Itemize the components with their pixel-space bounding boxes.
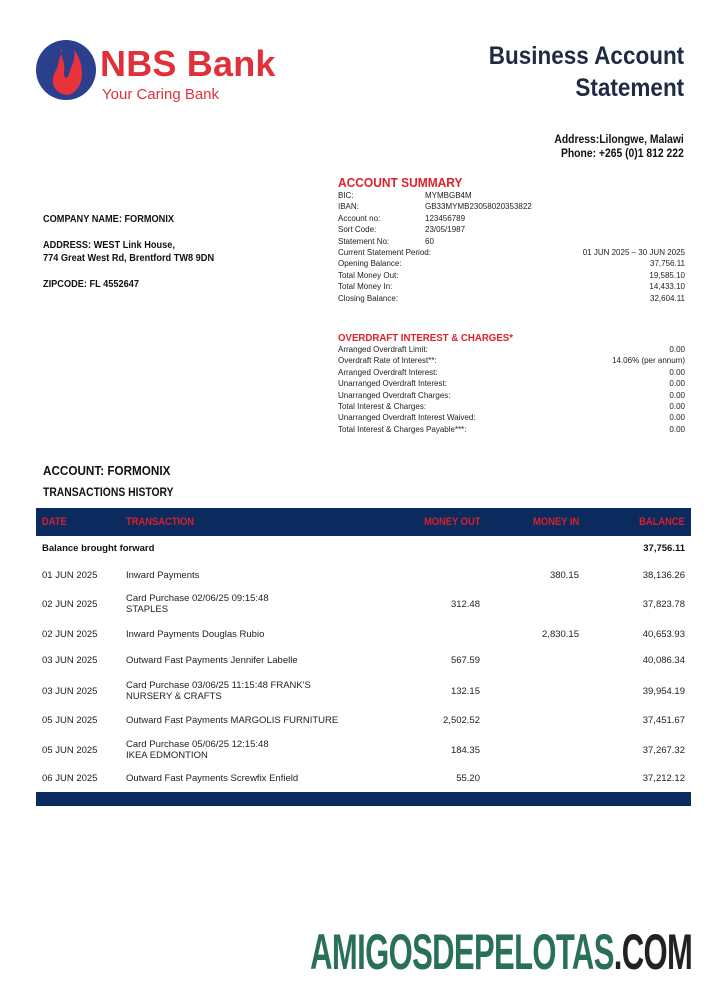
title-line-1: Business Account (488, 42, 684, 70)
summary-closing-balance: Closing Balance: 32,604.11 (338, 293, 685, 303)
row-balance: 37,212.12 (642, 773, 685, 784)
overdraft-item: Unarranged Overdraft Interest: 0.00 (338, 379, 685, 389)
account-title: ACCOUNT: FORMONIX (43, 463, 171, 478)
column-money-in: MONEY IN (532, 516, 579, 528)
bank-phone: Phone: +265 (0)1 812 222 (561, 148, 684, 160)
row-date: 06 JUN 2025 (42, 773, 98, 784)
watermark-name: AMIGOSDEPELOTAS (309, 924, 614, 980)
title-line-2: Statement (575, 74, 684, 102)
overdraft-section (338, 332, 685, 435)
summary-bic: BIC: MYMBGB4M (338, 191, 472, 200)
summary-account-no: Account no: 123456789 (338, 213, 466, 223)
overdraft-title: OVERDRAFT INTEREST & CHARGES* (338, 332, 513, 344)
company-info (43, 213, 214, 291)
company-address-line-1: ADDRESS: WEST Link House, (43, 240, 175, 251)
row-balance: 38,136.26 (642, 570, 685, 581)
row-date: 05 JUN 2025 (42, 745, 98, 756)
overdraft-item: Total Interest & Charges Payable***: 0.00 (338, 424, 685, 434)
row-balance: 40,653.93 (642, 629, 685, 640)
bank-name: NBS Bank (100, 43, 276, 84)
row-money-out: 55.20 (456, 773, 480, 784)
account-summary (338, 176, 685, 304)
flame-icon (36, 40, 96, 100)
column-date: DATE (42, 516, 67, 528)
table-row (36, 707, 691, 734)
bank-logo (36, 38, 296, 108)
table-row (36, 588, 691, 622)
overdraft-item: Unarranged Overdraft Charges: 0.00 (338, 390, 685, 400)
table-row (36, 734, 691, 766)
overdraft-item: Arranged Overdraft Limit: 0.00 (338, 345, 685, 354)
summary-sort-code: Sort Code: 23/05/1987 (338, 225, 466, 235)
row-money-in: 380.15 (549, 570, 579, 581)
bank-contact (555, 133, 684, 161)
brought-forward-balance: 37,756.11 (643, 543, 685, 554)
row-description: Card Purchase 02/06/25 09:15:48 (126, 593, 269, 604)
row-money-out: 312.48 (450, 599, 480, 610)
row-money-out: 2,502.52 (443, 715, 480, 726)
company-address-line-2: 774 Great West Rd, Brentford TW8 9DN (43, 253, 215, 264)
row-balance: 40,086.34 (642, 655, 685, 666)
overdraft-item: Unarranged Overdraft Interest Waived: 0.00 (338, 413, 685, 423)
row-date: 02 JUN 2025 (42, 629, 98, 640)
bank-address: Address:Lilongwe, Malawi (554, 134, 684, 146)
row-date: 02 JUN 2025 (42, 599, 98, 610)
summary-period: Current Statement Period: 01 JUN 2025 – 30 JUN 2025 (338, 247, 685, 257)
summary-statement-no: Statement No: 60 (338, 236, 434, 246)
row-description: Inward Payments Douglas Rubio (126, 629, 265, 640)
document-title (489, 40, 684, 104)
column-balance: BALANCE (639, 516, 685, 528)
row-money-out: 184.35 (450, 745, 480, 756)
transactions-table (36, 508, 691, 806)
row-money-out: 132.15 (450, 686, 480, 697)
row-date: 03 JUN 2025 (42, 655, 98, 666)
watermark-tld: .COM (613, 924, 692, 980)
row-description-line-2: NURSERY & CRAFTS (126, 691, 222, 702)
company-name: COMPANY NAME: FORMONIX (43, 214, 175, 225)
summary-iban: IBAN: GB33MYMB23058020353822 (338, 202, 532, 212)
watermark (310, 922, 692, 982)
row-balance: 37,451.67 (642, 715, 685, 726)
transactions-history-title: TRANSACTIONS HISTORY (43, 487, 174, 499)
row-description: Outward Fast Payments Jennifer Labelle (126, 655, 298, 666)
row-description: Outward Fast Payments MARGOLIS FURNITURE (126, 715, 339, 726)
row-description: Card Purchase 05/06/25 12:15:48 (126, 739, 269, 750)
bank-tagline: Your Caring Bank (102, 86, 220, 103)
row-description: Inward Payments (126, 570, 200, 581)
row-balance: 39,954.19 (642, 686, 685, 697)
table-row (36, 562, 691, 588)
row-balance: 37,267.32 (642, 745, 685, 756)
brought-forward-label: Balance brought forward (42, 543, 155, 554)
table-row (36, 676, 691, 707)
row-date: 01 JUN 2025 (42, 570, 98, 581)
summary-total-in: Total Money In: 14,433.10 (338, 282, 685, 292)
row-date: 05 JUN 2025 (42, 715, 98, 726)
row-money-out: 567.59 (450, 655, 480, 666)
table-row (36, 648, 691, 676)
balance-brought-forward-row (36, 536, 691, 562)
overdraft-item: Total Interest & Charges: 0.00 (338, 401, 685, 411)
summary-total-out: Total Money Out: 19,585.10 (338, 270, 685, 280)
table-footer-bar (36, 792, 691, 806)
company-zipcode: ZIPCODE: FL 4552647 (43, 279, 139, 290)
row-description: Card Purchase 03/06/25 11:15:48 FRANK'S (126, 680, 311, 691)
row-money-in: 2,830.15 (542, 629, 579, 640)
row-date: 03 JUN 2025 (42, 686, 98, 697)
table-row (36, 622, 691, 648)
row-description: Outward Fast Payments Screwfix Enfield (126, 773, 299, 784)
column-transaction: TRANSACTION (126, 516, 195, 528)
table-header (36, 508, 691, 536)
row-description-line-2: STAPLES (126, 604, 169, 615)
table-row (36, 766, 691, 792)
overdraft-item: Arranged Overdraft Interest: 0.00 (338, 367, 685, 377)
row-description-line-2: IKEA EDMONTION (126, 750, 208, 761)
account-summary-title: ACCOUNT SUMMARY (338, 175, 463, 190)
row-balance: 37,823.78 (642, 599, 685, 610)
overdraft-item: Overdraft Rate of Interest**: 14.06% (per annum) (338, 356, 685, 366)
column-money-out: MONEY OUT (423, 516, 480, 528)
summary-opening-balance: Opening Balance: 37,756.11 (338, 259, 685, 269)
